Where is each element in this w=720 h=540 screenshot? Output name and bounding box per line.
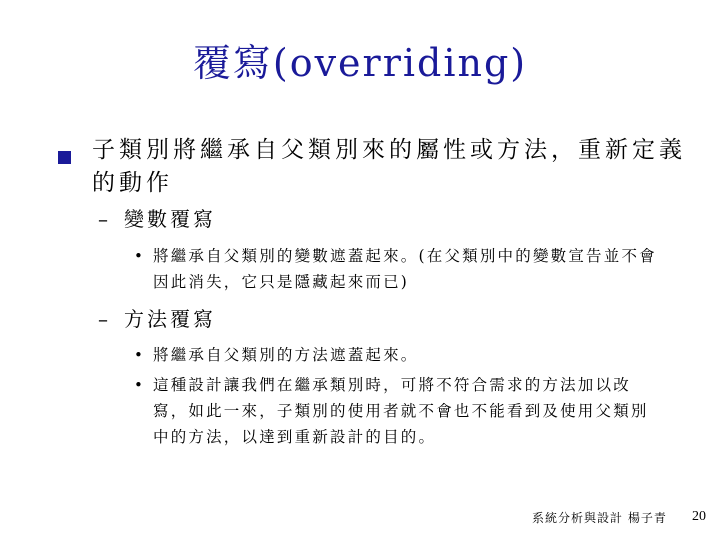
main-point: 子類別將繼承自父類別來的屬性或方法，重新定義的動作 (92, 137, 686, 196)
dash-bullet-icon: – (98, 307, 108, 331)
dot-bullet-icon: • (134, 247, 143, 265)
section-heading-method-override: 方法覆寫 (124, 307, 216, 331)
dot-bullet-icon: • (134, 376, 143, 394)
list-item: 這種設計讓我們在繼承類別時，可將不符合需求的方法加以改寫，如此一來，子類別的使用者就不會也不能看到及使用父類別中的方法，以達到重新設計的目的。 (153, 376, 649, 446)
footer-label: 系統分析與設計 楊子青 (532, 511, 667, 525)
list-item: 將繼承自父類別的方法遮蓋起來。 (153, 346, 419, 364)
dash-bullet-icon: – (98, 207, 108, 231)
list-item: 將繼承自父類別的變數遮蓋起來。(在父類別中的變數宣告並不會因此消失，它只是隱藏起來而已) (153, 247, 657, 291)
slide-title: 覆寫(overriding) (192, 41, 528, 85)
square-bullet-icon (58, 151, 71, 164)
section-heading-variable-override: 變數覆寫 (124, 207, 216, 231)
page-number: 20 (692, 509, 706, 524)
dot-bullet-icon: • (134, 346, 143, 364)
